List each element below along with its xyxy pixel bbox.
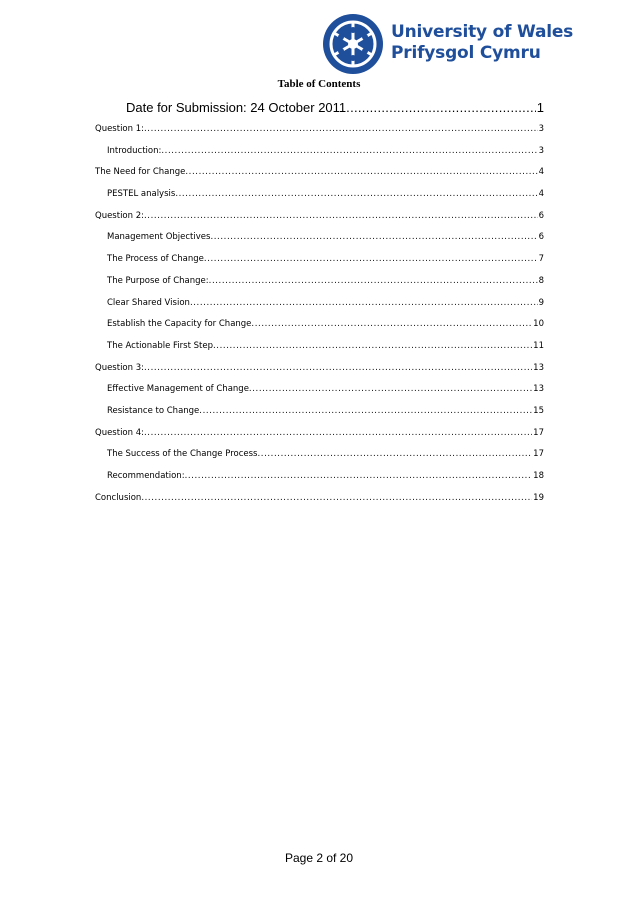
page-number-footer: Page 2 of 20 <box>284 851 354 865</box>
toc-entry[interactable] <box>95 314 544 336</box>
toc-entry[interactable] <box>95 97 544 119</box>
toc-entry-title: The Actionable First Step <box>107 340 213 351</box>
toc-dot-leader <box>144 119 538 141</box>
toc-entry-title: Management Objectives <box>107 232 211 243</box>
toc-entry-title: Recommendation: <box>107 471 185 481</box>
toc-entry-title: Establish the Capacity for Change <box>107 319 252 330</box>
toc-entry-title: Question 2: <box>95 210 144 221</box>
toc-entry-title: Introduction: <box>107 145 162 156</box>
toc-entry[interactable] <box>95 141 544 163</box>
toc-entry-page: 13 <box>533 384 544 395</box>
toc-entry-title: The Success of the Change Process <box>107 449 258 460</box>
toc-entry-title: PESTEL analysis <box>107 189 176 200</box>
toc-entry-page: 18 <box>533 471 544 481</box>
toc-entry[interactable] <box>95 488 544 510</box>
toc-entry-title: Clear Shared Vision <box>107 297 190 308</box>
toc-entry-page: 8 <box>538 275 544 286</box>
toc-entry-page: 4 <box>538 167 544 178</box>
toc-entry[interactable] <box>95 358 544 380</box>
toc-entry-title: Resistance to Change <box>107 405 200 416</box>
toc-entry-title: The Purpose of Change: <box>107 275 209 286</box>
toc-entry-page: 10 <box>533 319 544 330</box>
toc-entry-page: 6 <box>538 210 544 221</box>
toc-dot-leader <box>213 336 532 358</box>
toc-entry-title: Date for Submission: 24 October 2011 <box>126 100 347 115</box>
toc-entry[interactable] <box>95 227 544 249</box>
university-name-english: University of Wales <box>391 22 574 42</box>
toc-entry[interactable] <box>95 336 544 358</box>
toc-dot-leader <box>249 379 532 401</box>
toc-dot-leader <box>257 444 532 466</box>
toc-entry-page: 9 <box>538 297 544 308</box>
toc-entry[interactable] <box>95 249 544 271</box>
toc-dot-leader <box>209 271 538 293</box>
toc-entry-page: 3 <box>538 145 544 156</box>
toc-entry-page: 7 <box>538 254 544 265</box>
university-name-welsh: Prifysgol Cymru <box>391 43 541 63</box>
toc-dot-leader <box>175 184 537 206</box>
toc-entry[interactable] <box>95 444 544 466</box>
toc-entry-title: Conclusion <box>95 492 142 503</box>
toc-entry[interactable] <box>95 119 544 141</box>
toc-entry-page: 13 <box>533 362 544 373</box>
toc-entry-page: 15 <box>533 405 544 416</box>
toc-dot-leader <box>144 206 538 228</box>
toc-dot-leader <box>199 401 532 423</box>
toc-entry-page: 6 <box>538 232 544 243</box>
toc-entry-title: The Need for Change <box>95 167 186 178</box>
toc-dot-leader <box>346 97 536 119</box>
toc-entry[interactable] <box>95 184 544 206</box>
toc-entry-title: Effective Management of Change <box>107 384 249 395</box>
toc-entry-page: 17 <box>533 449 544 460</box>
toc-dot-leader <box>144 358 532 380</box>
toc-dot-leader <box>144 423 532 445</box>
toc-entry-page: 19 <box>533 492 544 503</box>
toc-dot-leader <box>185 162 537 184</box>
university-logo <box>321 12 574 78</box>
toc-entry-page: 3 <box>538 124 544 134</box>
toc-entry[interactable] <box>95 293 544 315</box>
toc-entry-page: 4 <box>538 189 544 200</box>
university-name <box>391 22 573 64</box>
toc-entry[interactable] <box>95 271 544 293</box>
toc-entry[interactable] <box>95 423 544 445</box>
toc-dot-leader <box>185 466 533 488</box>
toc-entry[interactable] <box>95 379 544 401</box>
toc-entry-page: 11 <box>533 340 544 351</box>
toc-entry[interactable] <box>95 206 544 228</box>
toc-dot-leader <box>161 141 537 163</box>
toc-dot-leader <box>141 488 532 510</box>
table-of-contents <box>95 97 544 509</box>
toc-dot-leader <box>204 249 538 271</box>
toc-entry-title: Question 3: <box>95 362 144 373</box>
toc-entry-page: 17 <box>533 427 544 438</box>
toc-entry[interactable] <box>95 466 544 488</box>
toc-dot-leader <box>251 314 532 336</box>
toc-dot-leader <box>190 293 538 315</box>
toc-entry-title: Question 1: <box>95 124 144 134</box>
toc-entry-page: 1 <box>536 100 544 115</box>
toc-entry[interactable] <box>95 401 544 423</box>
toc-entry-title: The Process of Change <box>107 254 204 265</box>
toc-dot-leader <box>210 227 537 249</box>
university-crest-icon <box>321 12 385 76</box>
toc-entry[interactable] <box>95 162 544 184</box>
toc-title: Table of Contents <box>277 78 361 90</box>
toc-entry-title: Question 4: <box>95 427 144 438</box>
